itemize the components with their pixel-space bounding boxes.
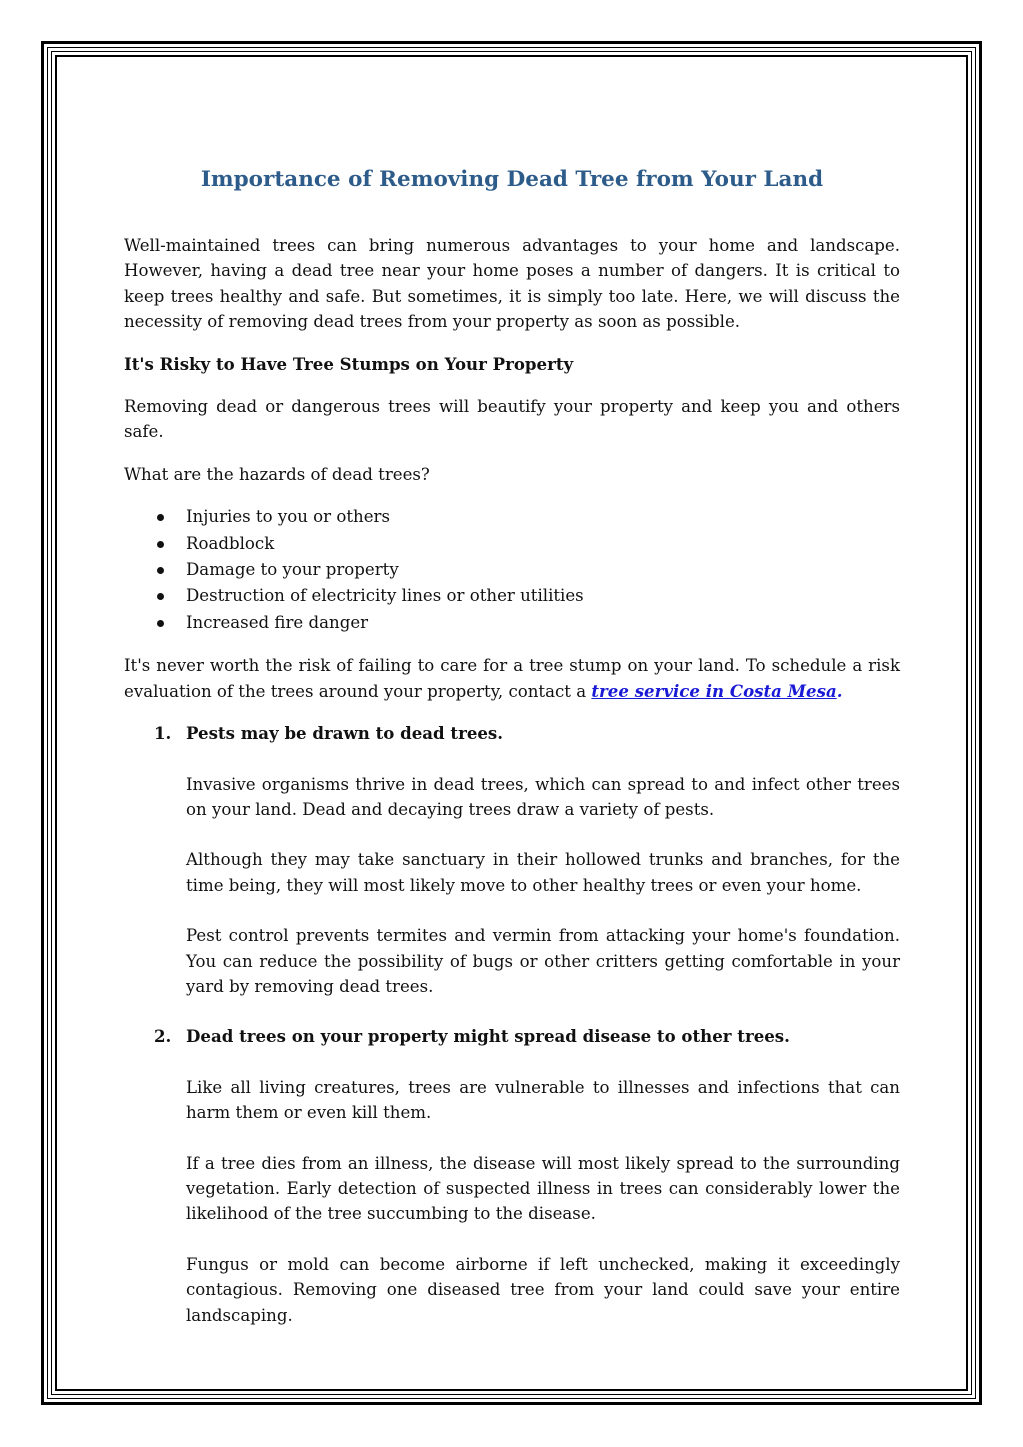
bullet-icon: [157, 593, 164, 600]
document-body: [124, 160, 900, 1328]
section-heading: It's Risky to Have Tree Stumps on Your Property: [124, 353, 574, 374]
item-1-paragraph-2: Although they may take sanctuary in their hollowed trunks and branches, for the time being, they will most likely move to other healthy trees or even your home.: [186, 850, 900, 895]
hazards-question: What are the hazards of dead trees?: [124, 464, 430, 484]
list-number: 2.: [154, 1026, 172, 1047]
numbered-heading-2: 2. Dead trees on your property might spread disease to other trees.: [124, 1024, 900, 1049]
bullet-icon: [157, 541, 164, 548]
bullet-icon: [157, 620, 164, 627]
risk-paragraph: It's never worth the risk of failing to care for a tree stump on your land. To schedule a risk evaluation of the trees around your property, contact a tree service in Costa Mesa.: [124, 656, 900, 701]
numbered-heading-1: 1. Pests may be drawn to dead trees.: [124, 721, 900, 746]
item-2-paragraph-3: Fungus or mold can become airborne if left unchecked, making it exceedingly contagious. Removing one diseased tree from your land could save your entire landscaping.: [186, 1254, 900, 1325]
intro-paragraph: Well-maintained trees can bring numerous advantages to your home and landscape. However, having a dead tree near your home poses a number of dangers. It is critical to keep trees healthy and safe. But sometimes, it is simply too late. Here, we will discuss the necessity of removing dead trees from your property as soon as possible.: [124, 236, 900, 332]
list-item: Roadblock: [124, 531, 900, 557]
list-item: Increased fire danger: [124, 610, 900, 636]
hazards-list: [124, 504, 900, 636]
list-item: Damage to your property: [124, 557, 900, 583]
list-item: Destruction of electricity lines or other utilities: [124, 583, 900, 609]
document-title: Importance of Removing Dead Tree from Your Land: [200, 167, 824, 192]
list-number: 1.: [154, 723, 172, 744]
beautify-paragraph: Removing dead or dangerous trees will beautify your property and keep you and others safe.: [124, 397, 900, 442]
item-2-paragraph-1: Like all living creatures, trees are vulnerable to illnesses and infections that can harm them or even kill them.: [186, 1077, 900, 1123]
bullet-icon: [157, 567, 164, 574]
item-2-paragraph-2: If a tree dies from an illness, the disease will most likely spread to the surrounding vegetation. Early detection of suspected illness in trees can considerably lower the likelihood of the tree succumbing to the disease.: [186, 1153, 900, 1224]
item-1-paragraph-3: Pest control prevents termites and vermin from attacking your home's foundation. You can reduce the possibility of bugs or other critters getting comfortable in your yard by removing dead trees.: [186, 926, 900, 996]
item-1-paragraph-1: Invasive organisms thrive in dead trees, which can spread to and infect other trees on your land. Dead and decaying trees draw a variety of pests.: [186, 774, 900, 819]
tree-service-link[interactable]: tree service in Costa Mesa: [591, 680, 837, 701]
bullet-icon: [157, 514, 164, 521]
list-item: Injuries to you or others: [124, 504, 900, 530]
